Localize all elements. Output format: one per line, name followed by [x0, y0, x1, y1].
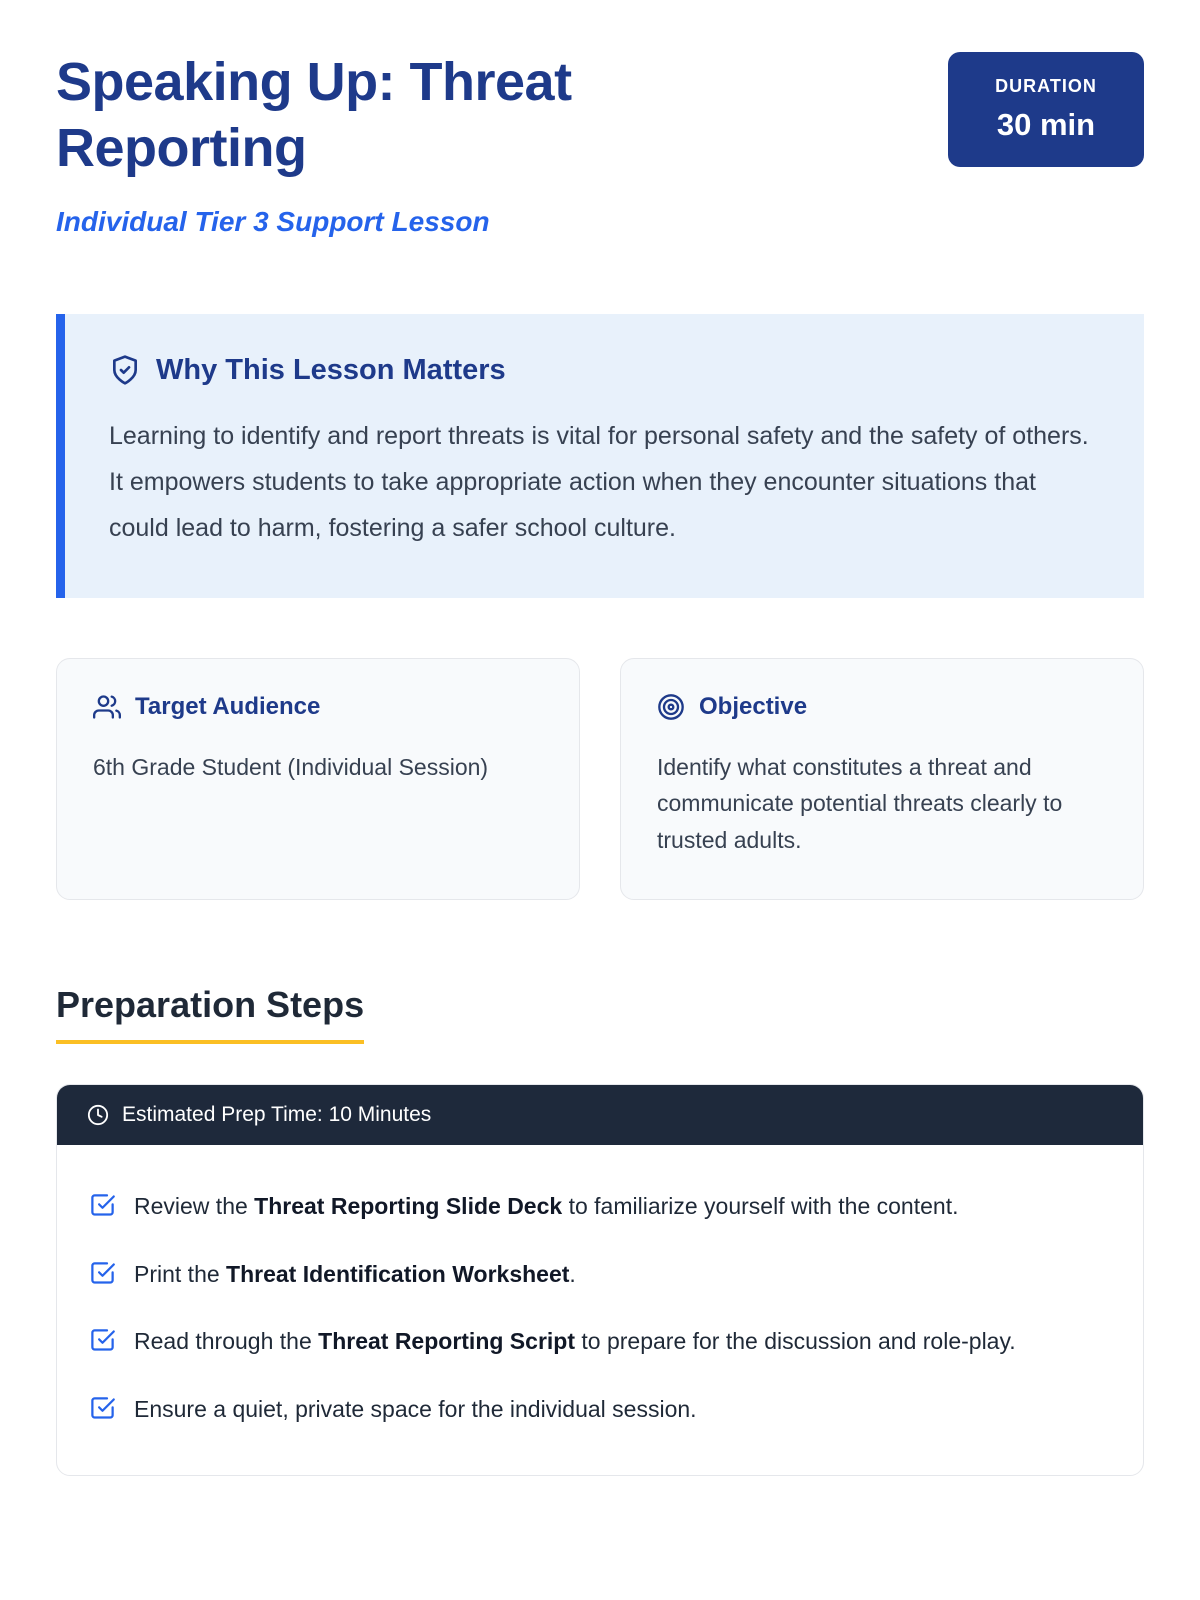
checkbox-check-icon	[89, 1192, 116, 1219]
why-matters-body: Learning to identify and report threats is vital for personal safety and the safety of others. It empowers students to take appropriate action when they encounter situations that could lead to harm, fostering a safer school culture.	[109, 421, 1089, 543]
prep-steps-list	[57, 1145, 1143, 1476]
prep-step-text: Review the Threat Reporting Slide Deck to familiarize yourself with the content.	[134, 1192, 959, 1219]
shield-check-icon	[109, 354, 141, 386]
why-matters-heading: Why This Lesson Matters	[156, 353, 506, 386]
title-block	[56, 50, 776, 238]
objective-header	[657, 693, 1107, 721]
prep-step-text: Read through the Threat Reporting Script to prepare for the discussion and role-play.	[134, 1328, 1016, 1355]
preparation-section	[56, 984, 1144, 1477]
objective-heading: Objective	[699, 692, 808, 720]
target-audience-heading: Target Audience	[135, 692, 321, 720]
page-title: Speaking Up: Threat Reporting	[56, 52, 572, 178]
target-icon	[657, 693, 685, 721]
why-matters-callout	[56, 314, 1144, 598]
prep-step-item	[89, 1257, 1111, 1293]
objective-card	[620, 658, 1144, 900]
users-icon	[93, 693, 121, 721]
lesson-subtitle: Individual Tier 3 Support Lesson	[56, 205, 490, 237]
prep-step-item	[89, 1189, 1111, 1225]
prep-step-item	[89, 1392, 1111, 1428]
preparation-steps-heading: Preparation Steps	[56, 984, 364, 1044]
info-cards	[56, 658, 1144, 900]
duration-label: DURATION	[995, 76, 1097, 96]
page-header	[56, 50, 1144, 238]
why-matters-header	[109, 354, 1100, 387]
prep-time-bar	[57, 1085, 1143, 1145]
checkbox-check-icon	[89, 1260, 116, 1287]
prep-step-item	[89, 1324, 1111, 1360]
prep-time-text: Estimated Prep Time: 10 Minutes	[122, 1102, 432, 1126]
checkbox-check-icon	[89, 1395, 116, 1422]
duration-badge	[948, 52, 1144, 167]
target-audience-header	[93, 693, 543, 721]
prep-step-text: Print the Threat Identification Worksheet.	[134, 1260, 576, 1287]
duration-value: 30 min	[996, 107, 1096, 142]
preparation-card	[56, 1084, 1144, 1477]
target-audience-card	[56, 658, 580, 900]
target-audience-body: 6th Grade Student (Individual Session)	[93, 753, 489, 780]
objective-body: Identify what constitutes a threat and communicate potential threats clearly to trusted adults.	[657, 753, 1063, 854]
clock-icon	[87, 1104, 109, 1126]
prep-step-text: Ensure a quiet, private space for the individual session.	[134, 1395, 697, 1422]
checkbox-check-icon	[89, 1327, 116, 1354]
